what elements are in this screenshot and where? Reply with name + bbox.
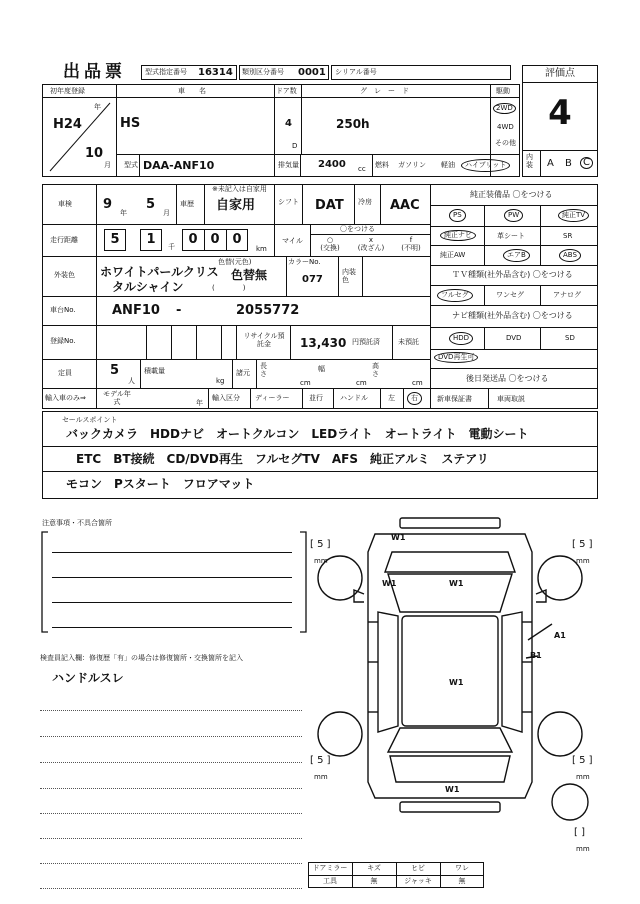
selling-points-label: セールスポイント bbox=[62, 416, 118, 424]
model-no-label: 型式指定番号 bbox=[145, 68, 187, 76]
chassis-label: 車台No. bbox=[50, 306, 76, 314]
handle-label: ハンドル bbox=[340, 394, 368, 402]
equip-pw: PW bbox=[504, 209, 523, 222]
selling-point-line-3: モコン Pスタート フロアマット bbox=[66, 477, 255, 491]
tv-fullseg: フルセグ bbox=[437, 289, 473, 302]
tire-spare bbox=[552, 784, 588, 820]
meter-note: 〇をつける bbox=[340, 225, 375, 233]
rear-bumper bbox=[400, 802, 500, 812]
length-label: 長さ bbox=[260, 362, 267, 378]
fuel-gasoline: ガソリン bbox=[398, 161, 426, 169]
handle-right: 右 bbox=[407, 392, 422, 405]
tv-title: ＴＶ種類(社外品含む) 〇をつける bbox=[452, 270, 573, 279]
equipment-title: 純正装備品 〇をつける bbox=[470, 190, 553, 199]
meter-tamper: x (改ざん) bbox=[357, 236, 385, 253]
selling-point-line-2: ETC BT接続 CD/DVD再生 フルセグTV AFS 純正アルミ ステアリ bbox=[76, 452, 489, 466]
dims-label: 諸元 bbox=[236, 369, 250, 377]
footer-value-tools: 工具 bbox=[323, 877, 337, 885]
chassis-number: 2055772 bbox=[236, 303, 300, 318]
model-year-label: モデル年式 bbox=[103, 390, 131, 407]
caution-label: 注意事項・不具合箇所 bbox=[42, 519, 112, 527]
import-class-label: 輸入区分 bbox=[212, 394, 240, 402]
height-label: 高さ bbox=[372, 362, 379, 378]
ac-label: 冷房 bbox=[358, 198, 372, 206]
serial-label: シリアル番号 bbox=[335, 68, 377, 76]
repaint-label: 色替(元色) bbox=[218, 258, 252, 266]
displacement-unit: cc bbox=[358, 165, 366, 173]
meter-unknown: f (不明) bbox=[401, 236, 421, 253]
tire-rear-left bbox=[318, 712, 362, 756]
drive-label: 駆動 bbox=[496, 87, 510, 95]
grade-value: 250h bbox=[336, 117, 370, 131]
damage-mark-right-door: B1 bbox=[530, 651, 542, 660]
equip-sunroof: SR bbox=[563, 232, 573, 240]
year-unit: 年 bbox=[94, 103, 101, 111]
right-windows bbox=[502, 612, 522, 732]
history-note: ※未記入は自家用 bbox=[212, 185, 267, 193]
equip-factory-aw: 純正AW bbox=[440, 251, 466, 259]
tread-front-right-unit: mm bbox=[576, 557, 590, 565]
footer-header-mirror: ドアミラー bbox=[312, 864, 348, 872]
color-line-2: タルシャイン bbox=[112, 280, 184, 294]
tread-front-left-value: 5 bbox=[317, 539, 324, 550]
drive-other: その他 bbox=[495, 139, 516, 147]
load-label: 積載量 bbox=[144, 367, 165, 375]
interior-grade-label: 内装 bbox=[526, 153, 533, 170]
history-label: 車歴 bbox=[180, 200, 194, 208]
repaint-paren: ( ) bbox=[212, 284, 246, 292]
displacement-label: 排気量 bbox=[278, 161, 299, 169]
chassis-dash: - bbox=[176, 303, 182, 318]
equip-factory-tv: 純正TV bbox=[558, 209, 589, 222]
footer-value-jack: ジャッキ bbox=[404, 877, 432, 885]
mileage-digit-4: 0 bbox=[210, 232, 220, 247]
shift-label: シフト bbox=[278, 198, 299, 206]
equip-abs: ABS bbox=[559, 249, 581, 262]
score-value: 4 bbox=[548, 93, 572, 133]
fuel-hybrid: ハイブリット bbox=[461, 159, 510, 172]
left-mirror bbox=[354, 590, 364, 602]
doors-value: 4 bbox=[285, 118, 292, 129]
recycle-amount: 13,430 bbox=[300, 336, 347, 350]
interior-grade-b: B bbox=[565, 158, 572, 169]
right-mirror bbox=[536, 590, 546, 602]
trunk bbox=[390, 756, 510, 782]
inspector-label: 検査員記入欄：修復歴「有」の場合は修復箇所・交換箇所を記入 bbox=[40, 654, 243, 662]
damage-mark-hood: W1 bbox=[449, 579, 464, 588]
tread-rear-right-value: 5 bbox=[579, 755, 586, 766]
registration-label: 登録No. bbox=[50, 337, 76, 345]
inspection-label: 車検 bbox=[58, 200, 72, 208]
tread-rear-right-unit: mm bbox=[576, 773, 590, 781]
first-reg-era: H24 bbox=[53, 117, 82, 132]
thousand-unit: 千 bbox=[168, 243, 175, 251]
selling-point-line-1: バックカメラ HDDナビ オートクルコン LEDライト オートライト 電動シート bbox=[66, 427, 529, 441]
roof bbox=[402, 616, 498, 726]
equip-airbag: エアB bbox=[503, 249, 530, 262]
mileage-label: 走行距離 bbox=[50, 236, 78, 244]
color-no: 077 bbox=[302, 274, 323, 285]
inspection-month: 5 bbox=[146, 197, 156, 212]
width-label: 幅 bbox=[318, 365, 325, 373]
tire-rear-right bbox=[538, 712, 582, 756]
month-unit: 月 bbox=[104, 161, 111, 169]
hood bbox=[385, 552, 515, 572]
kg-unit: kg bbox=[216, 377, 225, 385]
damage-mark-left-front: W1 bbox=[382, 579, 397, 588]
import-parallel: 並行 bbox=[309, 394, 323, 402]
recycle-label: リサイクル預託金 bbox=[243, 332, 285, 349]
fuel-label: 燃料 bbox=[375, 161, 389, 169]
footer-header-break: ワレ bbox=[455, 864, 469, 872]
caution-bracket bbox=[40, 528, 310, 638]
length-unit: cm bbox=[300, 379, 311, 387]
drive-4wd: 4WD bbox=[497, 123, 514, 131]
footer-header-scratch: キズ bbox=[367, 864, 381, 872]
tread-rear-left-unit: mm bbox=[314, 773, 328, 781]
tread-rear-left-value: 5 bbox=[317, 755, 324, 766]
rear-window bbox=[388, 728, 512, 752]
model-value: DAA-ANF10 bbox=[143, 159, 215, 172]
score-label: 評価点 bbox=[545, 68, 575, 79]
footer-value-jack-status: 無 bbox=[458, 877, 466, 885]
capacity-value: 5 bbox=[110, 363, 120, 378]
navi-dvd: DVD bbox=[506, 334, 522, 342]
equip-factory-navi: 純正ナビ bbox=[440, 230, 476, 241]
color-no-label: カラーNo. bbox=[288, 258, 321, 266]
navi-sd: SD bbox=[565, 334, 575, 342]
tread-front-left-unit: mm bbox=[314, 557, 328, 565]
import-only-label: 輸入車のみ⇒ bbox=[45, 394, 86, 402]
interior-color-label: 内装色 bbox=[342, 268, 356, 285]
later-manual: 車両取説 bbox=[497, 395, 525, 403]
mileage-digit-3: 0 bbox=[188, 232, 198, 247]
inspector-text: ハンドルスレ bbox=[52, 671, 124, 685]
tread-rear-left: [ 5 ] bbox=[310, 755, 331, 766]
tread-spare: [ ] bbox=[574, 827, 585, 838]
import-dealer: ディーラー bbox=[255, 394, 290, 402]
class-no-label: 類別区分番号 bbox=[242, 68, 284, 76]
person-unit: 人 bbox=[128, 377, 135, 385]
equip-leather: 革シート bbox=[497, 232, 525, 240]
tv-oneseg: ワンセグ bbox=[496, 291, 524, 299]
footer-header-crack: ヒビ bbox=[411, 864, 425, 872]
left-windows bbox=[378, 612, 398, 732]
capacity-label: 定員 bbox=[58, 369, 72, 377]
chassis-prefix: ANF10 bbox=[112, 303, 160, 318]
class-no: 0001 bbox=[298, 67, 326, 78]
car-damage-diagram bbox=[300, 512, 600, 822]
drive-2wd: 2WD bbox=[493, 103, 516, 114]
later-warranty: 新車保証書 bbox=[437, 395, 472, 403]
car-name-label: 車 名 bbox=[178, 87, 206, 95]
inspection-year: 9 bbox=[103, 197, 113, 212]
inspection-month-unit: 月 bbox=[163, 209, 170, 217]
color-line-1: ホワイトパールクリス bbox=[100, 265, 219, 279]
meter-exchange: ○ (交換) bbox=[320, 236, 340, 253]
equip-ps: PS bbox=[449, 209, 466, 222]
shift-value: DAT bbox=[315, 198, 344, 213]
tv-analog: アナログ bbox=[553, 291, 581, 299]
grade-label: グ レ ー ド bbox=[360, 87, 409, 95]
height-unit: cm bbox=[412, 379, 423, 387]
navi-hdd: HDD bbox=[449, 332, 473, 345]
recycle-unpaid: 未預託 bbox=[398, 338, 419, 346]
tread-spare-unit: mm bbox=[576, 845, 590, 853]
width-unit: cm bbox=[356, 379, 367, 387]
car-name: HS bbox=[120, 116, 141, 131]
mileage-digit-2: 1 bbox=[146, 232, 156, 247]
model-no: 16314 bbox=[198, 67, 233, 78]
navi-title: ナビ種類(社外品含む) 〇をつける bbox=[452, 311, 573, 320]
damage-mark-right-fender: A1 bbox=[554, 631, 566, 640]
footer-value-tools-status: 無 bbox=[370, 877, 378, 885]
km-unit: km bbox=[256, 245, 267, 253]
first-reg-label: 初年度登録 bbox=[50, 87, 85, 95]
color-label: 外装色 bbox=[54, 271, 75, 279]
displacement-value: 2400 bbox=[318, 159, 346, 170]
doors-label: ドア数 bbox=[276, 87, 297, 95]
mileage-digit-5: 0 bbox=[232, 232, 242, 247]
later-title: 後日発送品 〇をつける bbox=[466, 374, 549, 383]
damage-mark-front-bumper: W1 bbox=[391, 533, 406, 542]
fuel-diesel: 軽油 bbox=[441, 161, 455, 169]
handle-left: 左 bbox=[388, 394, 395, 402]
tread-front-right-value: 5 bbox=[579, 539, 586, 550]
interior-grade-c: C bbox=[580, 157, 593, 169]
recycle-paid: 円預託済 bbox=[352, 338, 380, 346]
model-year-unit: 年 bbox=[196, 399, 203, 407]
model-label: 型式 bbox=[124, 161, 138, 169]
tread-front-right: [ 5 ] bbox=[572, 539, 593, 550]
navi-dvd-playback: DVD再生可 bbox=[434, 352, 478, 363]
mileage-digit-1: 5 bbox=[110, 232, 120, 247]
mile-label: マイル bbox=[282, 237, 303, 245]
interior-grade-a: A bbox=[547, 158, 554, 169]
history-value: 自家用 bbox=[216, 198, 256, 213]
repaint-value: 色替無 bbox=[231, 268, 268, 282]
doors-unit: D bbox=[292, 142, 298, 150]
inspection-year-unit: 年 bbox=[120, 209, 127, 217]
first-reg-month: 10 bbox=[85, 146, 104, 161]
damage-mark-rear: W1 bbox=[445, 785, 460, 794]
tread-rear-right: [ 5 ] bbox=[572, 755, 593, 766]
tread-front-left: [ 5 ] bbox=[310, 539, 331, 550]
form-title: 出品票 bbox=[63, 62, 126, 82]
damage-mark-roof: W1 bbox=[449, 678, 464, 687]
front-bumper bbox=[400, 518, 500, 528]
ac-value: AAC bbox=[390, 198, 420, 213]
